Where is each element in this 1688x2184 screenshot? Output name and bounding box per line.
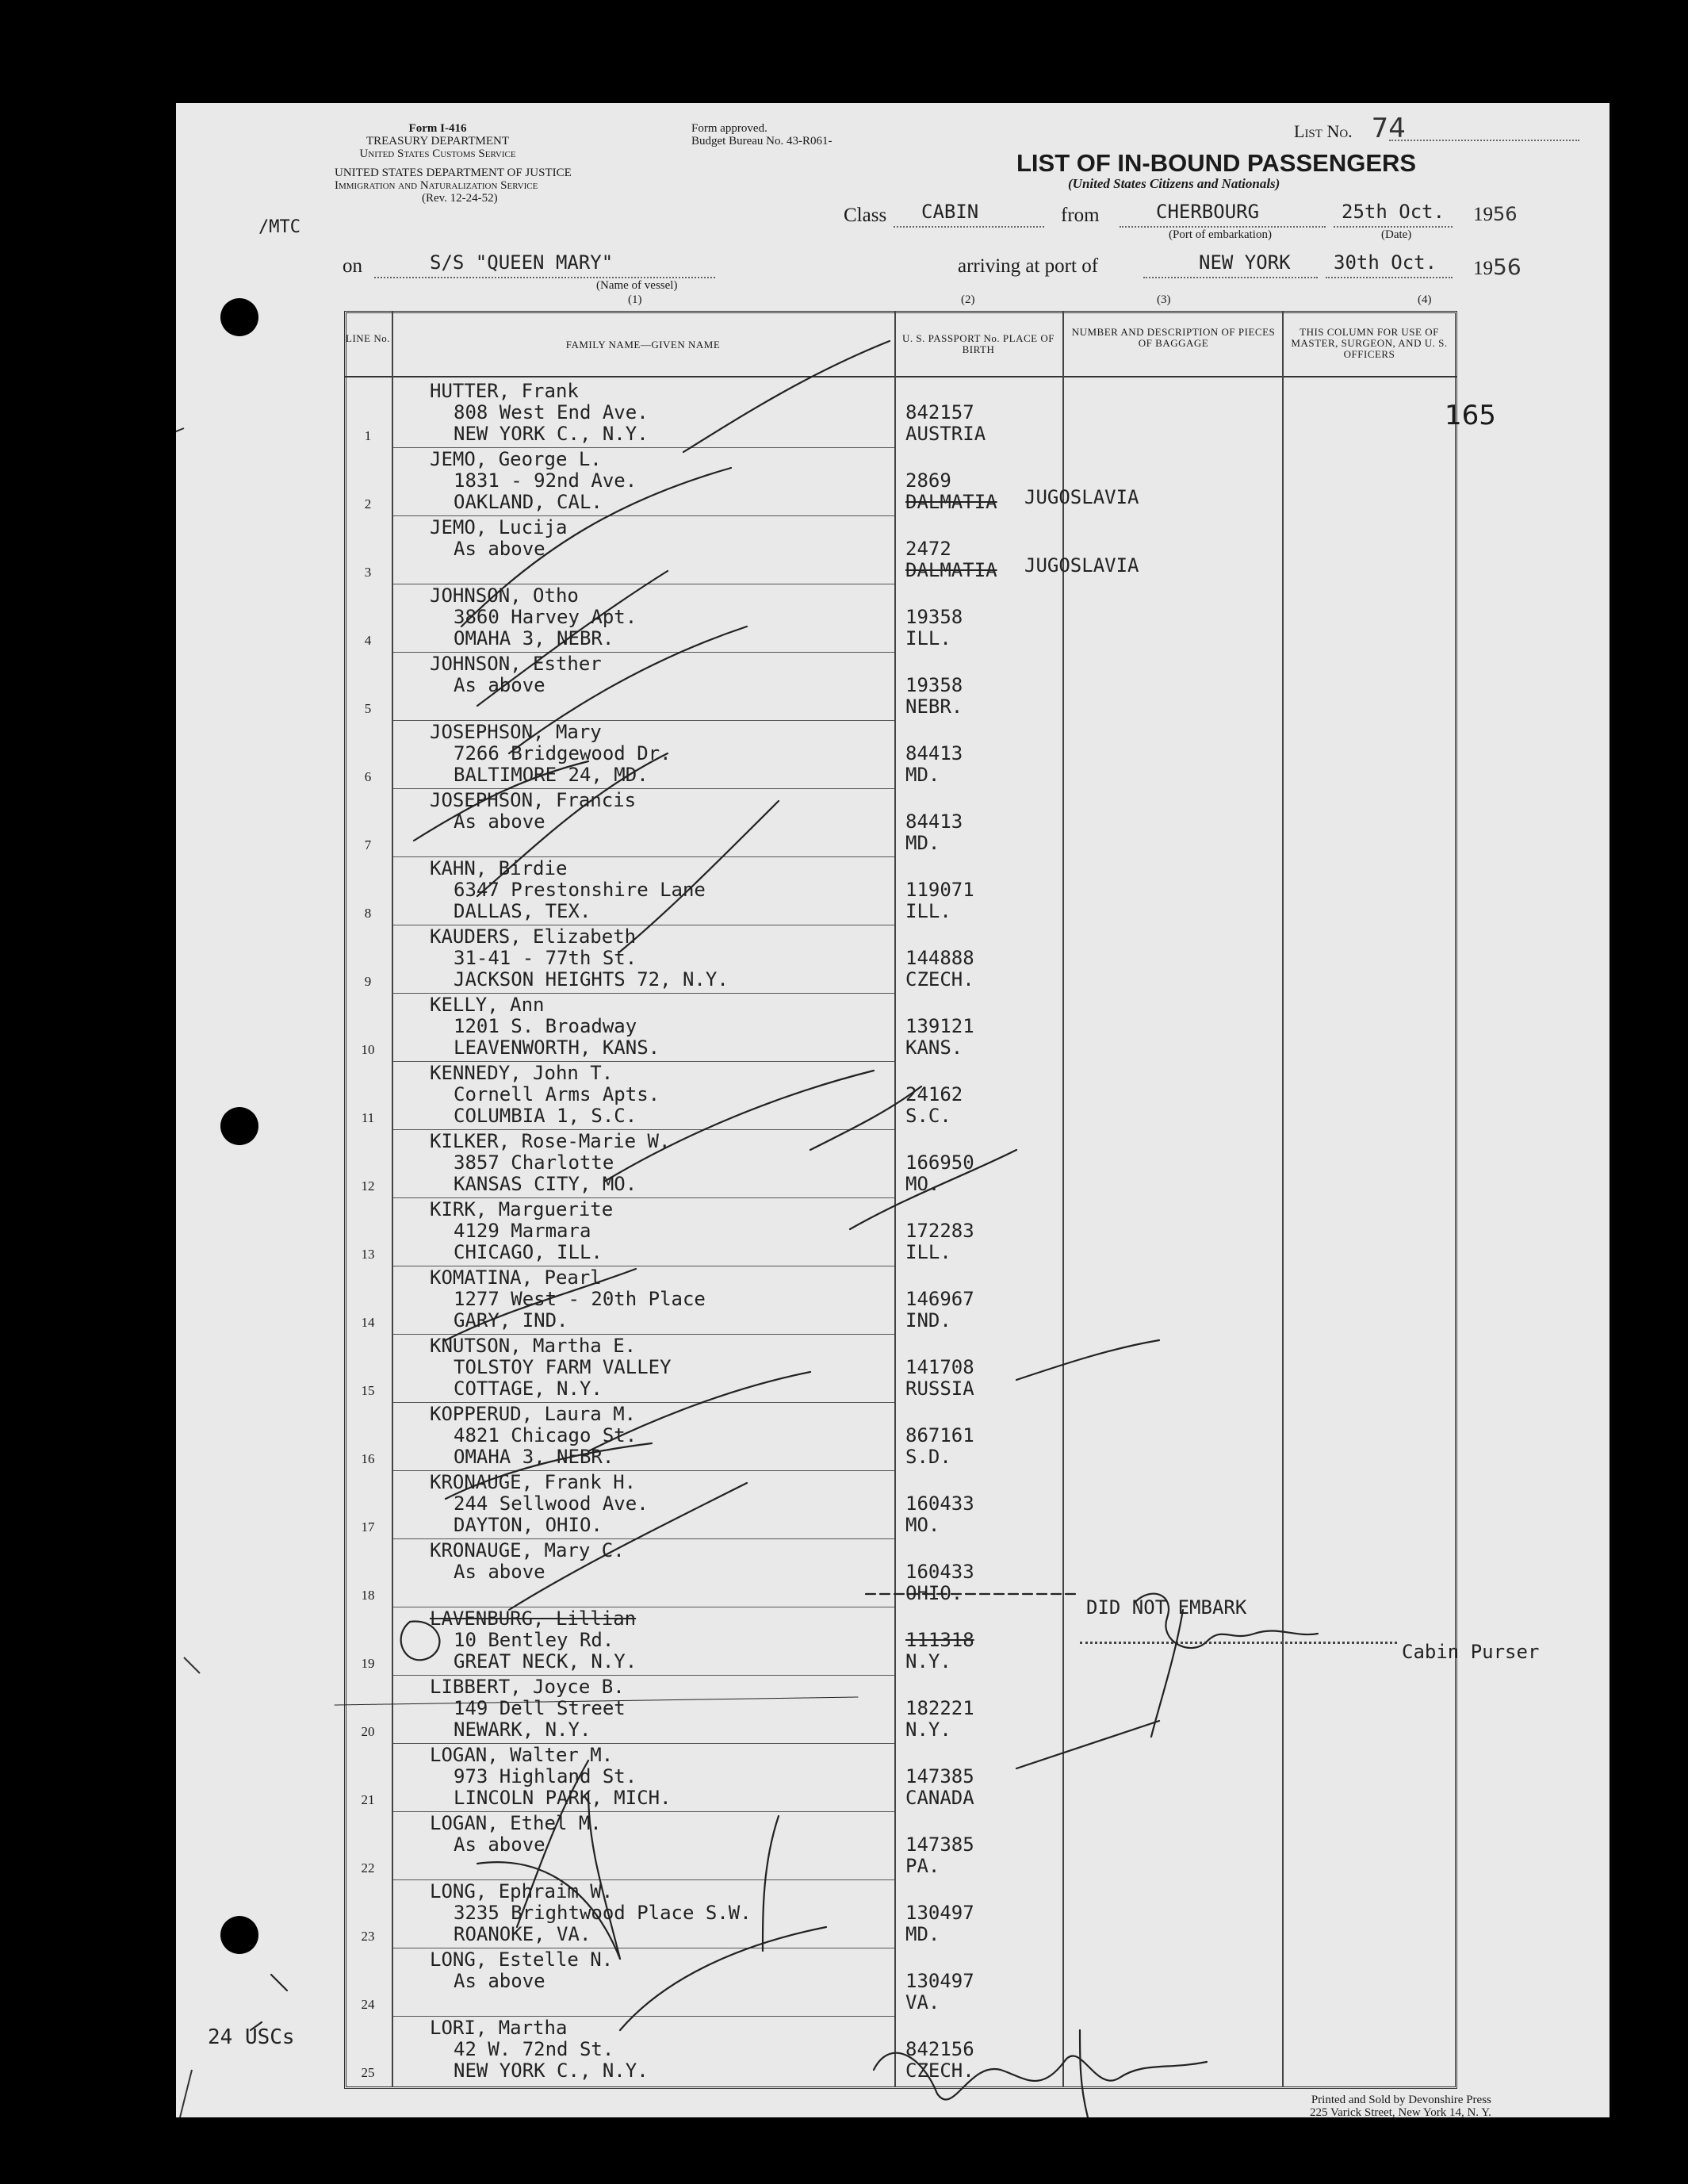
passenger-address-line-1: As above [454,1561,545,1583]
year-2-prefix: 19 [1473,258,1493,279]
line-number: 21 [361,1792,375,1807]
class-value: CABIN [921,201,979,223]
passenger-list-page [176,103,1610,2117]
port-value: NEW YORK [1199,251,1291,274]
passenger-address-line-1: Cornell Arms Apts. [454,1083,660,1105]
line-number: 3 [364,565,372,580]
passenger-address-line-1: TOLSTOY FARM VALLEY [454,1356,672,1378]
passenger-name: LOGAN, Ethel M. [430,1812,602,1834]
passenger-name: KENNEDY, John T. [430,1062,614,1084]
col-header-name: FAMILY NAME—GIVEN NAME [565,339,721,351]
passenger-name: LIBBERT, Joyce B. [430,1676,625,1698]
place-of-birth: CZECH. [905,968,974,990]
place-of-birth: NEBR. [905,695,963,718]
year-1-prefix: 19 [1473,204,1493,225]
on-label: on [343,255,362,277]
col-header-line: LINE No. [346,332,390,344]
passenger-address-line-1: 3860 Harvey Apt. [454,606,637,628]
passenger-name: LOGAN, Walter M. [430,1744,614,1766]
passenger-address-line-1: 808 West End Ave. [454,401,649,423]
passport-number: 139121 [905,1015,974,1037]
from-value: CHERBOURG [1156,201,1260,223]
passport-number: 842156 [905,2038,974,2060]
justice-dept: UNITED STATES DEPARTMENT OF JUSTICE [335,167,572,179]
passport-number: 2472 [905,538,951,560]
form-number: Form I-416 [408,122,467,135]
passenger-address-line-2: COTTAGE, N.Y. [454,1377,603,1400]
passenger-name: JOSEPHSON, Francis [430,789,637,811]
date-caption: (Date) [1381,228,1412,241]
passenger-address-line-2: CHICAGO, ILL. [454,1241,603,1263]
vessel-caption: (Name of vessel) [596,279,678,292]
passenger-address-line-2: JACKSON HEIGHTS 72, N.Y. [454,968,729,990]
passenger-address-line-1: 42 W. 72nd St. [454,2038,614,2060]
budget-bureau: Budget Bureau No. 43-R061- [691,135,833,148]
passport-number: 842157 [905,401,974,423]
place-of-birth: MO. [905,1173,940,1195]
year-2-value: 56 [1493,254,1521,280]
department: TREASURY DEPARTMENT [366,135,510,148]
passport-number: 119071 [905,879,974,901]
passenger-address-line-2: OMAHA 3, NEBR. [454,627,614,649]
uscs-count: 24 USCs [208,2025,295,2049]
passport-number: 19358 [905,606,963,628]
passenger-name: KELLY, Ann [430,994,545,1016]
form-approved: Form approved. [691,122,767,135]
passport-number: 130497 [905,1902,974,1924]
passenger-name: KOPPERUD, Laura M. [430,1403,637,1425]
line-number: 11 [361,1110,375,1125]
passport-number: 19358 [905,674,963,696]
arriving-label: arriving at port of [958,255,1099,277]
line-number: 24 [361,1997,375,2012]
passenger-address-line-1: 6347 Prestonshire Lane [454,879,706,901]
passport-number: 84413 [905,810,963,833]
passenger-name: LORI, Martha [430,2017,568,2039]
line-number: 18 [361,1588,375,1603]
place-of-birth: VA. [905,1991,940,2013]
passport-number: 141708 [905,1356,974,1378]
line-number: 12 [361,1178,375,1194]
line-number: 2 [364,496,372,512]
line-number: 15 [361,1383,375,1398]
line-number: 17 [361,1519,375,1535]
printer-line-2: 225 Varick Street, New York 14, N. Y. [1310,2106,1491,2117]
passenger-address-line-1: 1831 - 92nd Ave. [454,469,637,492]
line-number: 10 [361,1042,375,1057]
passenger-address-line-2: OAKLAND, CAL. [454,491,603,513]
passport-number: 84413 [905,742,963,764]
passenger-name: JOHNSON, Otho [430,584,579,607]
passenger-address-line-1: 4821 Chicago St. [454,1424,637,1446]
vessel-name: S/S "QUEEN MARY" [430,251,614,274]
line-number: 7 [364,837,372,853]
customs-service: United States Customs Service [359,148,516,160]
passenger-address-line-1: As above [454,1970,545,1992]
place-of-birth: N.Y. [905,1650,951,1672]
list-number-value: 74 [1371,113,1406,144]
passport-number: 111318 [905,1629,974,1651]
passenger-address-line-1: 3235 Brightwood Place S.W. [454,1902,752,1924]
year-1-value: 56 [1493,203,1518,225]
passenger-address-line-1: 31-41 - 77th St. [454,947,637,969]
place-of-birth: MD. [905,832,940,854]
passenger-name: KILKER, Rose-Marie W. [430,1130,671,1152]
passenger-address-line-2: GARY, IND. [454,1309,568,1331]
place-of-birth-correction: JUGOSLAVIA [1024,486,1139,508]
passenger-address-line-2: GREAT NECK, N.Y. [454,1650,637,1672]
line-number: 8 [364,906,372,921]
passport-number: 2869 [905,469,951,492]
passport-number: 147385 [905,1765,974,1787]
class-label: Class [844,205,887,226]
place-of-birth: PA. [905,1855,940,1877]
line-number: 4 [364,633,372,648]
passport-number: 130497 [905,1970,974,1992]
passenger-address-line-1: 10 Bentley Rd. [454,1629,614,1651]
passenger-address-line-2: DAYTON, OHIO. [454,1514,603,1536]
passport-number: 144888 [905,947,974,969]
place-of-birth: AUSTRIA [905,423,986,445]
from-caption: (Port of embarkation) [1169,228,1272,241]
passport-number: 160433 [905,1492,974,1515]
line-number: 6 [364,769,372,784]
passenger-address-line-2: NEW YORK C., N.Y. [454,2059,649,2082]
line-number: 23 [361,1929,375,1944]
place-of-birth: MD. [905,764,940,786]
passenger-name: KRONAUGE, Frank H. [430,1471,637,1493]
place-of-birth: S.C. [905,1105,951,1127]
line-number: 19 [361,1656,375,1671]
place-of-birth: DALMATIA [905,559,997,581]
passport-number: 166950 [905,1151,974,1174]
cabin-purser: Cabin Purser [1402,1641,1540,1663]
passenger-address-line-1: As above [454,1833,545,1856]
line-number: 16 [361,1451,375,1466]
printer-line-1: Printed and Sold by Devonshire Press [1311,2094,1491,2106]
line-number: 20 [361,1724,375,1739]
passenger-name: KRONAUGE, Mary C. [430,1539,625,1561]
passenger-address-line-2: OMAHA 3, NEBR. [454,1446,614,1468]
passport-number: 160433 [905,1561,974,1583]
ins-service: Immigration and Naturalization Service [335,179,538,192]
col-caption-2: (2) [961,293,975,306]
place-of-birth: ILL. [905,900,951,922]
col-caption-1: (1) [628,293,642,306]
passenger-name: KIRK, Marguerite [430,1198,614,1220]
place-of-birth-correction: JUGOSLAVIA [1024,554,1139,577]
place-of-birth: DALMATIA [905,491,997,513]
passenger-name: LONG, Ephraim W. [430,1880,614,1902]
passenger-name: JEMO, Lucija [430,516,568,538]
passenger-name: JEMO, George L. [430,448,602,470]
col-header-officers: THIS COLUMN FOR USE OF MASTER, SURGEON, AND U. S. OFFICERS [1291,326,1448,360]
passenger-address-line-1: 7266 Bridgewood Dr. [454,742,672,764]
place-of-birth: ILL. [905,1241,951,1263]
passenger-address-line-2: ROANOKE, VA. [454,1923,591,1945]
line-number: 14 [361,1315,375,1330]
line-number: 5 [364,701,372,716]
list-label: List No. [1294,121,1353,141]
passenger-name: JOHNSON, Esther [430,653,602,675]
place-of-birth: CANADA [905,1787,974,1809]
line-number: 13 [361,1247,375,1262]
mtc-note: /MTC [258,217,300,237]
passport-number: 24162 [905,1083,963,1105]
passenger-address-line-1: As above [454,810,545,833]
line-number: 22 [361,1860,375,1876]
passenger-address-line-1: 973 Highland St. [454,1765,637,1787]
passenger-address-line-1: 1277 West - 20th Place [454,1288,706,1310]
passenger-name: KAUDERS, Elizabeth [430,925,637,948]
passenger-address-line-1: 244 Sellwood Ave. [454,1492,649,1515]
place-of-birth: RUSSIA [905,1377,974,1400]
passenger-name: KAHN, Birdie [430,857,568,879]
passport-number: 867161 [905,1424,974,1446]
col-header-baggage: NUMBER AND DESCRIPTION OF PIECES OF BAGGAGE [1071,326,1276,349]
from-label: from [1061,205,1100,226]
place-of-birth: IND. [905,1309,951,1331]
passport-number: 172283 [905,1220,974,1242]
passenger-address-line-2: BALTIMORE 24, MD. [454,764,649,786]
passenger-name: LONG, Estelle N. [430,1948,614,1971]
arrival-date: 30th Oct. [1334,251,1437,274]
passport-number: 182221 [905,1697,974,1719]
line-number: 9 [364,974,372,989]
passport-number: 147385 [905,1833,974,1856]
place-of-birth: N.Y. [905,1718,951,1741]
page-title: LIST OF IN-BOUND PASSENGERS [1016,149,1417,177]
place-of-birth: MO. [905,1514,940,1536]
place-of-birth: ILL. [905,627,951,649]
passenger-name: KNUTSON, Martha E. [430,1335,637,1357]
passenger-address-line-1: As above [454,538,545,560]
revision: (Rev. 12-24-52) [422,192,498,205]
passenger-address-line-2: COLUMBIA 1, S.C. [454,1105,637,1127]
place-of-birth: S.D. [905,1446,951,1468]
passenger-address-line-2: LEAVENWORTH, KANS. [454,1036,660,1059]
place-of-birth: CZECH. [905,2059,974,2082]
col-caption-4: (4) [1418,293,1432,306]
line-number: 1 [364,428,372,443]
place-of-birth: MD. [905,1923,940,1945]
page-subtitle: (United States Citizens and Nationals) [1068,176,1280,191]
passenger-name: HUTTER, Frank [430,380,579,402]
passenger-address-line-2: LINCOLN PARK, MICH. [454,1787,672,1809]
line-number: 25 [361,2065,375,2080]
officer-count: 165 [1445,400,1496,431]
date-value: 25th Oct. [1342,201,1445,223]
pen-marks [176,103,1610,2117]
passenger-address-line-1: 3857 Charlotte [454,1151,614,1174]
passenger-address-line-2: DALLAS, TEX. [454,900,591,922]
col-header-passport: U. S. PASSPORT No. PLACE OF BIRTH [902,332,1055,355]
passenger-address-line-2: NEW YORK C., N.Y. [454,423,649,445]
passport-number: 146967 [905,1288,974,1310]
passenger-name: LAVENBURG, Lillian [430,1607,637,1630]
passenger-address-line-1: 4129 Marmara [454,1220,591,1242]
passenger-name: JOSEPHSON, Mary [430,721,602,743]
did-not-embark: DID NOT EMBARK [1086,1596,1247,1619]
passenger-address-line-1: As above [454,674,545,696]
place-of-birth: KANS. [905,1036,963,1059]
passenger-name: KOMATINA, Pearl [430,1266,602,1289]
passenger-address-line-2: KANSAS CITY, MO. [454,1173,637,1195]
col-caption-3: (3) [1157,293,1171,306]
passenger-address-line-1: 1201 S. Broadway [454,1015,637,1037]
passenger-address-line-2: NEWARK, N.Y. [454,1718,591,1741]
passenger-address-line-1: 149 Dell Street [454,1697,626,1719]
place-of-birth: OHIO. [905,1582,963,1604]
